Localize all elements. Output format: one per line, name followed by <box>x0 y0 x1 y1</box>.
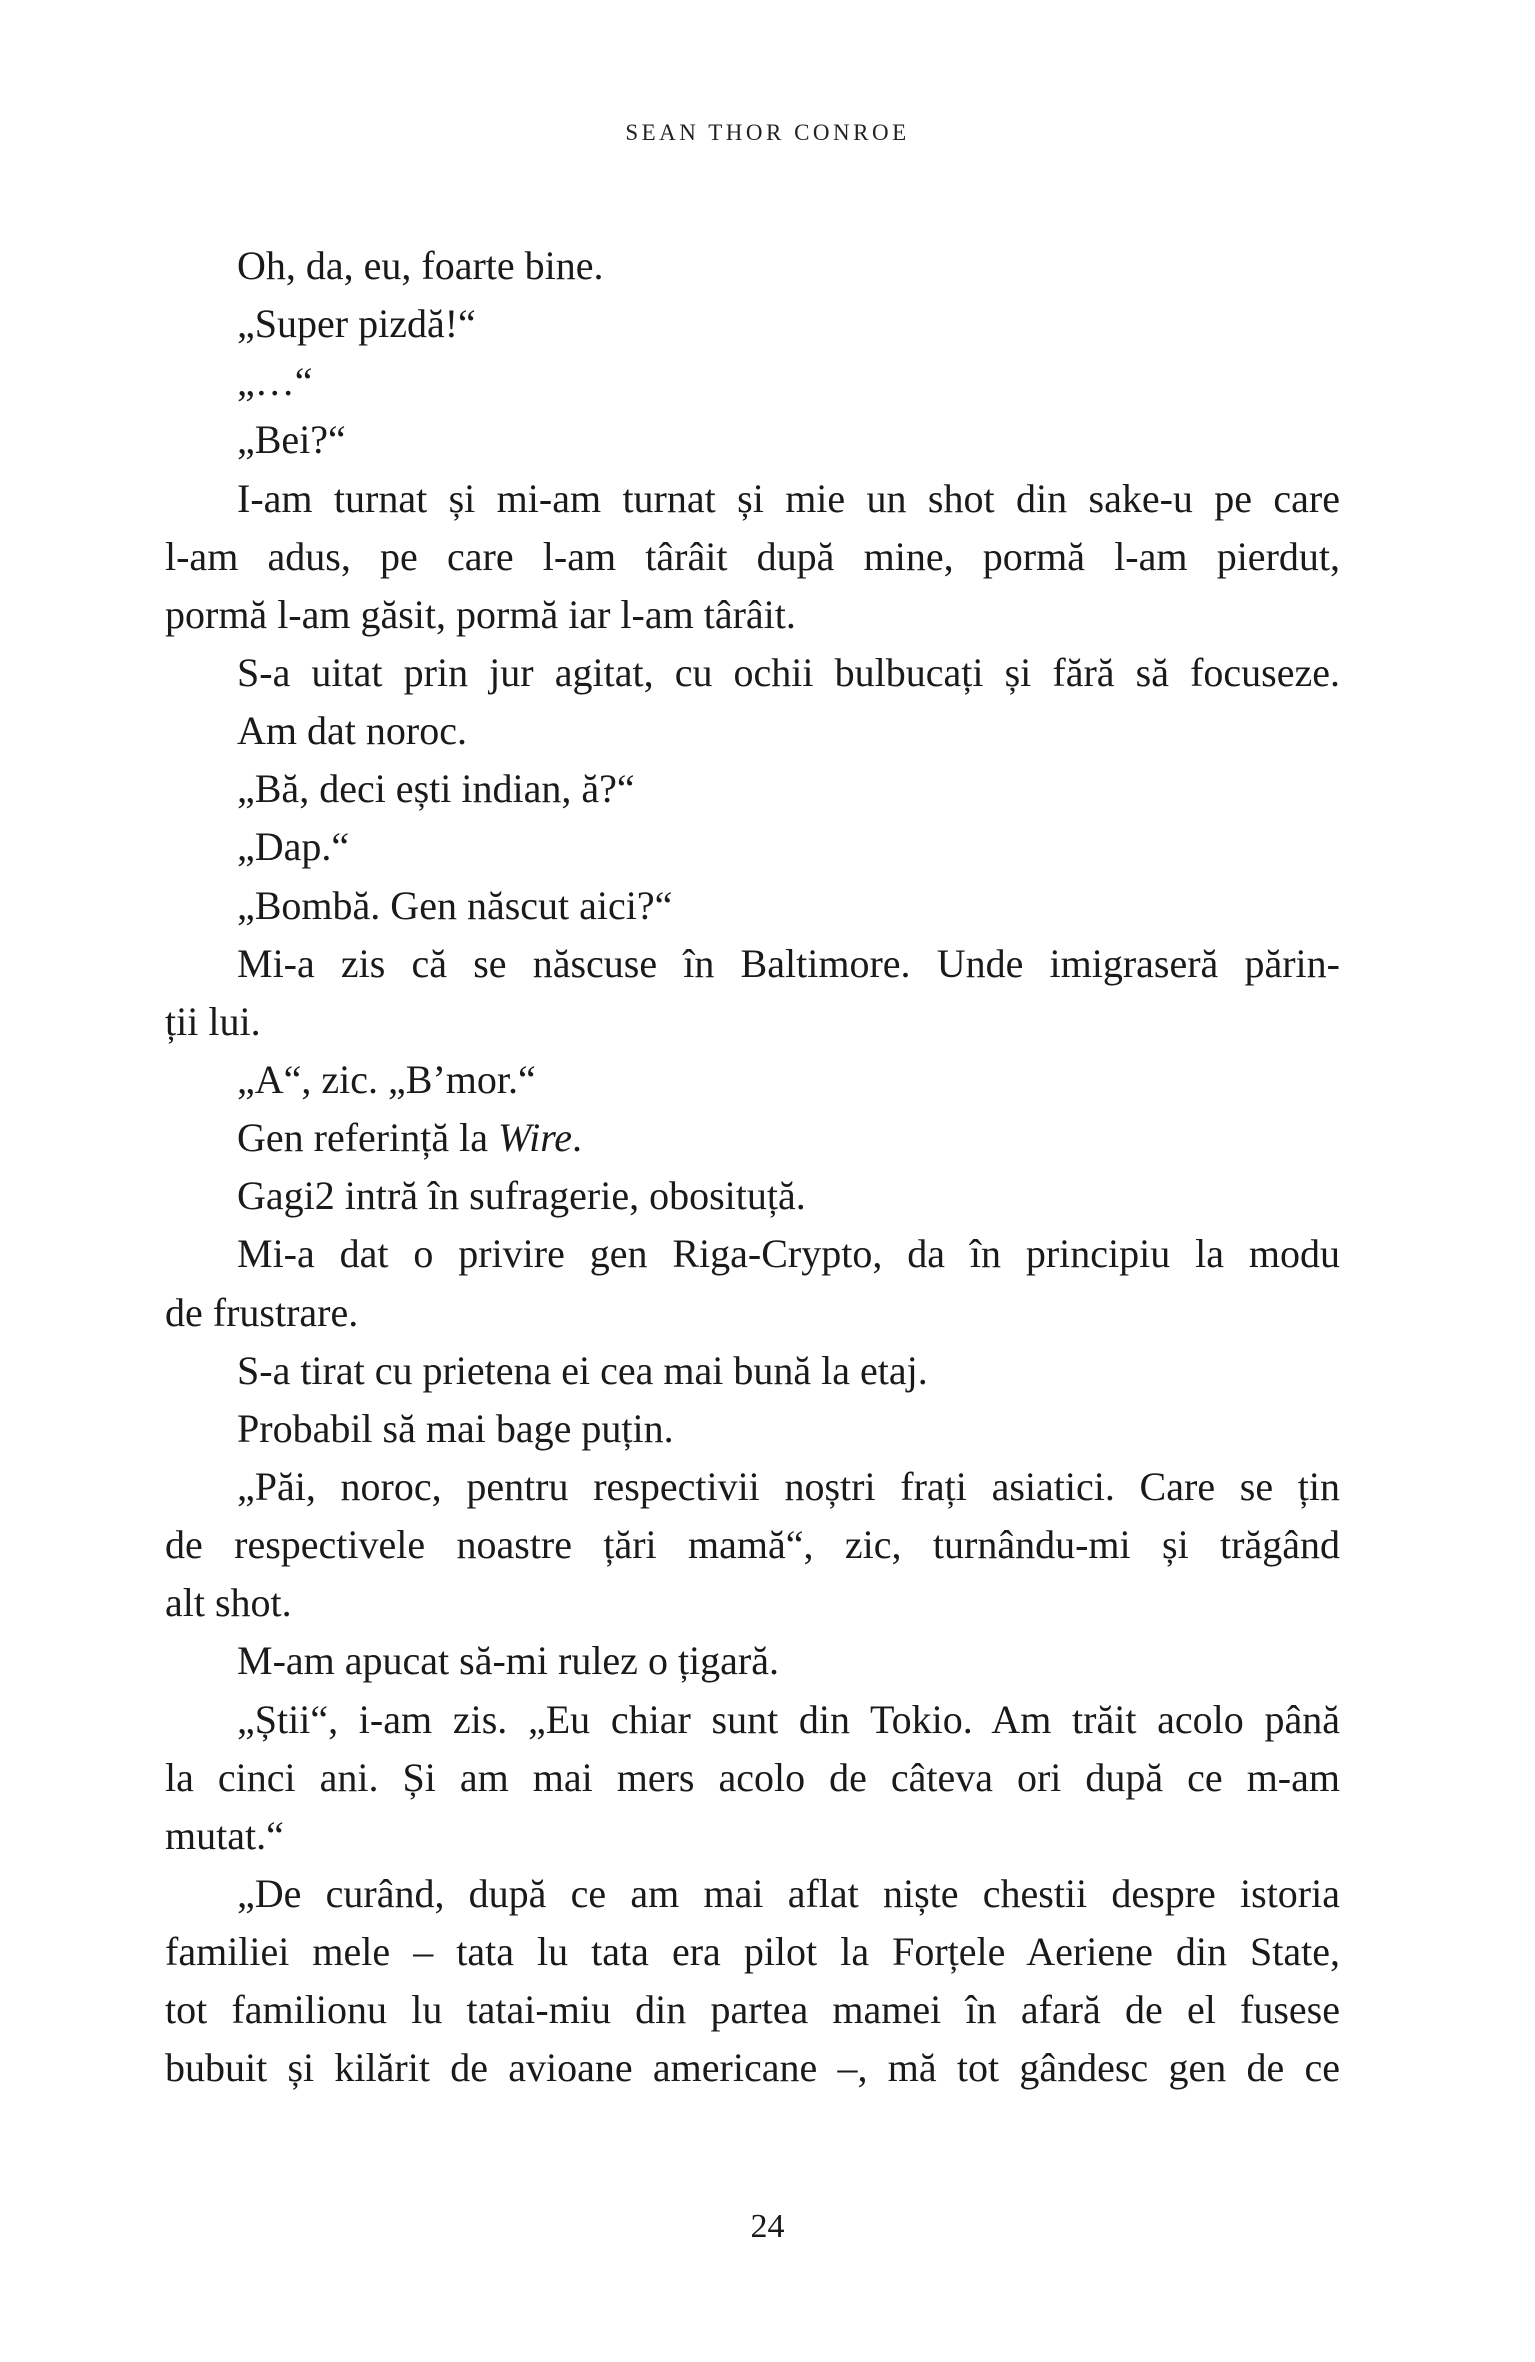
text-line: mutat.“ <box>165 1812 284 1858</box>
text-line <box>165 1109 1340 1167</box>
page-body <box>165 237 1340 2098</box>
text-run: . <box>572 1115 583 1161</box>
text-line: Gagi2 intră în sufragerie, obosituță. <box>237 1173 806 1219</box>
text-line: Probabil să mai bage puțin. <box>237 1405 674 1451</box>
text-line: alt shot. <box>165 1580 292 1626</box>
italic-title: Wire <box>497 1115 573 1161</box>
text-line: l-am adus, pe care l-am târâit după mine, pormă l-am pierdut, <box>165 533 1340 579</box>
text-line: ții lui. <box>165 998 261 1044</box>
running-head: SEAN THOR CONROE <box>625 120 910 145</box>
text-line: bubuit și kilărit de avioane americane –, mă tot gândesc gen de ce <box>165 2045 1340 2091</box>
text-line: „Păi, noroc, pentru respectivii noștri frați asiatici. Care se țin <box>237 1463 1340 1509</box>
text-line: S-a uitat prin jur agitat, cu ochii bulbucați și fără să focuseze. <box>237 649 1340 695</box>
text-line: „Bombă. Gen născut aici?“ <box>237 882 673 928</box>
text-line: S-a tirat cu prietena ei cea mai bună la etaj. <box>237 1347 928 1393</box>
text-line: familiei mele – tata lu tata era pilot la Forțele Aeriene din State, <box>165 1929 1340 1975</box>
text-line: pormă l-am găsit, pormă iar l-am târâit. <box>165 591 796 637</box>
text-line: „A“, zic. „B’mor.“ <box>237 1056 536 1102</box>
page-number: 24 <box>750 2208 785 2245</box>
text-run: Gen referință la <box>237 1115 498 1161</box>
text-line: „Bei?“ <box>237 417 346 463</box>
text-line: „Știi“, i-am zis. „Eu chiar sunt din Tokio. Am trăit acolo până <box>237 1696 1340 1742</box>
text-line: „De curând, după ce am mai aflat niște chestii despre istoria <box>237 1870 1340 1916</box>
text-line: „Super pizdă!“ <box>237 301 476 347</box>
text-line: I-am turnat și mi-am turnat și mie un shot din sake-u pe care <box>237 475 1340 521</box>
text-line: Mi-a dat o privire gen Riga-Crypto, da în principiu la modu <box>237 1231 1340 1277</box>
text-line: Am dat noroc. <box>237 708 467 754</box>
text-line: de frustrare. <box>165 1289 359 1335</box>
text-line: tot familionu lu tatai-miu din partea mamei în afară de el fusese <box>165 1987 1340 2033</box>
text-line: „…“ <box>237 359 313 405</box>
text-line: de respectivele noastre țări mamă“, zic, turnându-mi și trăgând <box>165 1522 1340 1568</box>
text-line: Oh, da, eu, foarte bine. <box>237 243 604 288</box>
text-line: „Dap.“ <box>237 824 350 870</box>
text-line: Mi-a zis că se născuse în Baltimore. Unde imigraseră părin- <box>237 940 1340 986</box>
text-line: M-am apucat să-mi rulez o țigară. <box>237 1638 779 1684</box>
text-line: la cinci ani. Și am mai mers acolo de câteva ori după ce m-am <box>165 1754 1340 1800</box>
text-line: „Bă, deci ești indian, ă?“ <box>237 766 635 812</box>
